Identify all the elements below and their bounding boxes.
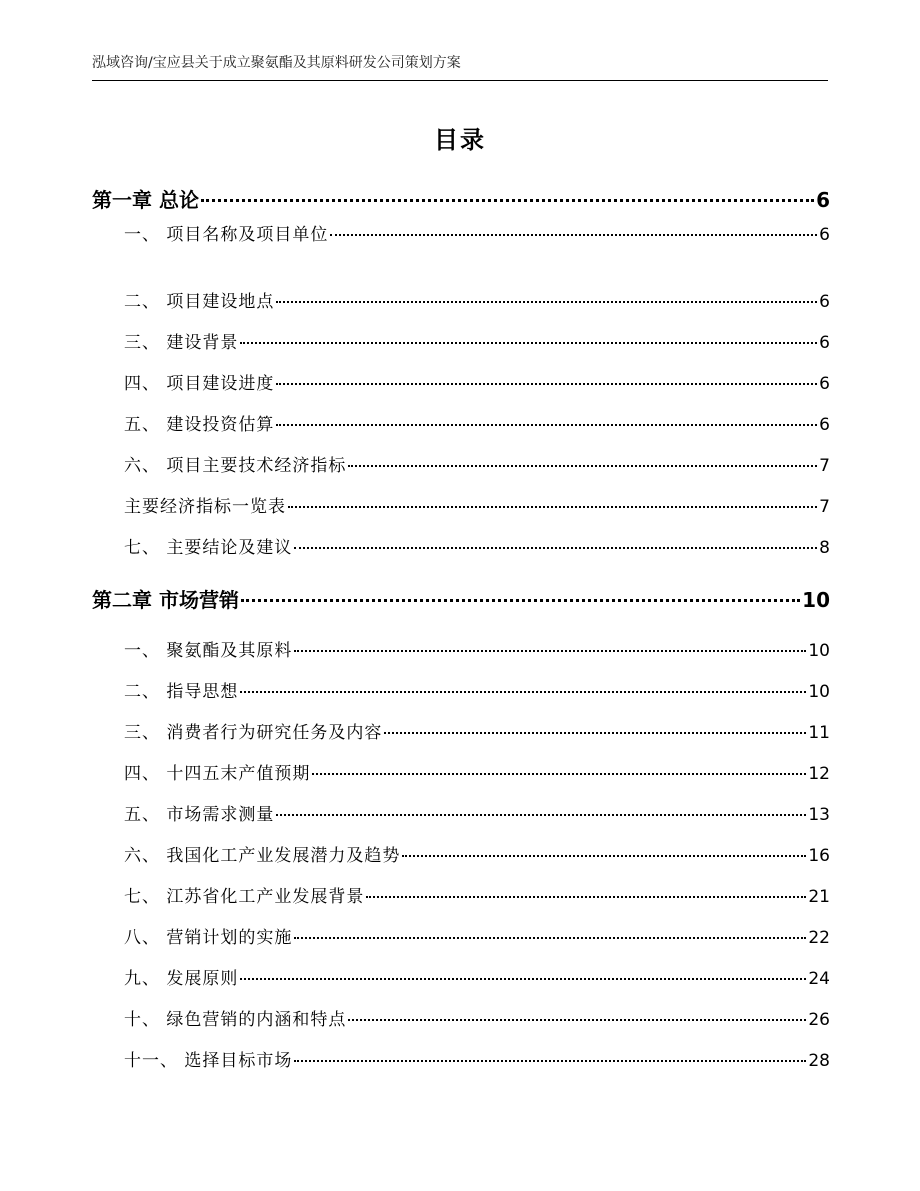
toc-entry-label: 主要经济指标一览表 [124, 497, 286, 517]
toc-entry[interactable] [92, 328, 830, 353]
toc-title: 目录 [434, 126, 486, 154]
toc-entry-page: 6 [816, 188, 830, 212]
toc-leader-dots [241, 599, 800, 602]
toc-entry[interactable] [92, 369, 830, 394]
toc-entry[interactable] [92, 923, 830, 948]
toc-chapter-1[interactable] [92, 184, 830, 213]
toc-entry-page: 11 [808, 723, 830, 743]
toc-leader-dots [312, 773, 806, 775]
toc-entry-label: 五、 市场需求测量 [124, 805, 275, 825]
toc-entry[interactable] [92, 677, 830, 702]
toc-leader-dots [276, 424, 817, 426]
toc-entry[interactable] [92, 964, 830, 989]
toc-entry[interactable] [92, 1046, 830, 1071]
toc-leader-dots [240, 691, 806, 693]
toc-entry[interactable] [92, 841, 830, 866]
toc-leader-dots [294, 937, 806, 939]
toc-leader-dots [294, 1060, 806, 1062]
toc-entry-page: 24 [808, 969, 830, 989]
toc-entry-page: 10 [808, 641, 830, 661]
toc-entry-label: 五、 建设投资估算 [124, 415, 275, 435]
toc-entry-page: 13 [808, 805, 830, 825]
toc-leader-dots [276, 301, 817, 303]
toc-entry-label: 七、 江苏省化工产业发展背景 [124, 887, 365, 907]
toc-entry[interactable] [92, 220, 830, 245]
toc-entry-page: 8 [819, 538, 830, 558]
toc-entry-label: 一、 聚氨酯及其原料 [124, 641, 293, 661]
toc-entry-page: 28 [808, 1051, 830, 1071]
toc-entry-label: 十一、 选择目标市场 [124, 1051, 293, 1071]
toc-leader-dots [288, 506, 817, 508]
toc-entry[interactable] [92, 800, 830, 825]
toc-entry-label: 八、 营销计划的实施 [124, 928, 293, 948]
toc-entry-page: 6 [819, 292, 830, 312]
toc-entry-page: 22 [808, 928, 830, 948]
toc-entry-label: 七、 主要结论及建议 [124, 538, 293, 558]
toc-leader-dots [276, 814, 806, 816]
toc-entry-page: 6 [819, 333, 830, 353]
toc-chapter-2[interactable] [92, 584, 830, 613]
toc-entry[interactable] [92, 1005, 830, 1030]
toc-leader-dots [348, 465, 817, 467]
toc-entry[interactable] [92, 636, 830, 661]
toc-leader-dots [330, 234, 817, 236]
toc-entry-page: 7 [819, 456, 830, 476]
toc-entry-label: 四、 十四五末产值预期 [124, 764, 311, 784]
toc-entry[interactable] [92, 533, 830, 558]
toc-entry-page: 12 [808, 764, 830, 784]
toc-entry[interactable] [92, 287, 830, 312]
toc-entry-label: 二、 指导思想 [124, 682, 239, 702]
toc-entry-label: 一、 项目名称及项目单位 [124, 225, 329, 245]
toc-entry-page: 7 [819, 497, 830, 517]
toc-entry-label: 九、 发展原则 [124, 969, 239, 989]
toc-entry-page: 10 [802, 588, 830, 612]
toc-leader-dots [384, 732, 806, 734]
running-header: 泓域咨询/宝应县关于成立聚氨酯及其原料研发公司策划方案 [92, 55, 461, 71]
header-rule [92, 80, 828, 81]
toc-leader-dots [402, 855, 806, 857]
toc-leader-dots [240, 978, 806, 980]
toc-entry[interactable] [92, 882, 830, 907]
toc-entry-label: 三、 建设背景 [124, 333, 239, 353]
toc-entry-label: 十、 绿色营销的内涵和特点 [124, 1010, 347, 1030]
toc-entry-page: 16 [808, 846, 830, 866]
toc-leader-dots [366, 896, 806, 898]
toc-entry-page: 21 [808, 887, 830, 907]
toc-entry-page: 6 [819, 374, 830, 394]
toc-entry-page: 10 [808, 682, 830, 702]
toc-entry-label: 二、 项目建设地点 [124, 292, 275, 312]
toc-entry[interactable] [92, 451, 830, 476]
toc-entry-label: 三、 消费者行为研究任务及内容 [124, 723, 383, 743]
toc-leader-dots [294, 650, 806, 652]
toc-entry-label: 四、 项目建设进度 [124, 374, 275, 394]
toc-entry-page: 26 [808, 1010, 830, 1030]
toc-entry[interactable] [92, 410, 830, 435]
toc-entry[interactable] [92, 492, 830, 517]
toc-leader-dots [240, 342, 817, 344]
toc-entry-label: 第一章 总论 [92, 188, 199, 212]
toc-entry-label: 第二章 市场营销 [92, 588, 239, 612]
toc-entry-label: 六、 项目主要技术经济指标 [124, 456, 347, 476]
toc-leader-dots [276, 383, 817, 385]
toc-entry[interactable] [92, 759, 830, 784]
toc-entry-page: 6 [819, 225, 830, 245]
toc-entry-page: 6 [819, 415, 830, 435]
toc-leader-dots [201, 199, 814, 202]
toc-entry[interactable] [92, 718, 830, 743]
toc-entry-label: 六、 我国化工产业发展潜力及趋势 [124, 846, 401, 866]
toc-leader-dots [294, 547, 817, 549]
toc-leader-dots [348, 1019, 806, 1021]
